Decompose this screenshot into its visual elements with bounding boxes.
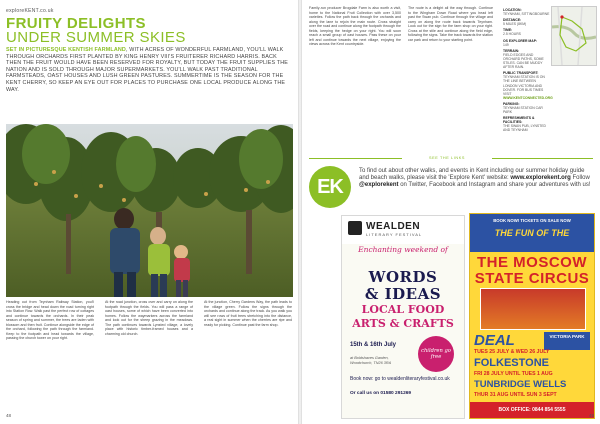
- page-number-right: 49: [588, 413, 594, 418]
- article-headline: [6, 17, 291, 45]
- wealden-festival-ad[interactable]: [341, 215, 465, 419]
- wealden-logo-subtitle: LITERARY FESTIVAL: [366, 232, 423, 237]
- terrain-value: FIELD EDGES AND ORCHARD PATHS, SOME STILES. CAN BE MUDDY AFTER RAIN.: [503, 52, 544, 70]
- headline-line-2: UNDER SUMMER SKIES: [6, 29, 186, 46]
- circus-date-1: TUES 25 JULY & WED 26 JULY: [474, 349, 550, 355]
- article-intro: [6, 47, 292, 93]
- page-number-left: 48: [6, 413, 12, 418]
- circus-date-3: THUR 31 AUG UNTIL SUN 3 SEPT: [474, 392, 557, 398]
- ek-text-2: Follow: [570, 175, 590, 182]
- left-page: [0, 0, 299, 424]
- circus-venue-victoria-park: VICTORIA PARK: [544, 332, 590, 350]
- circus-top-slogan: THE FUN OF THE: [494, 228, 570, 238]
- parking-label: PARKING:: [503, 101, 520, 106]
- wealden-tagline: Enchanting weekend of: [358, 245, 448, 254]
- circus-performers-image: [480, 288, 586, 330]
- circus-town-tunbridge-wells: TUNBRIDGE WELLS: [474, 379, 567, 390]
- ek-website-link[interactable]: www.explorekent.org: [510, 175, 571, 182]
- headline-line-1: FRUITY DELIGHTS: [6, 15, 146, 32]
- circus-title-line-2: STATE CIRCUS: [474, 270, 590, 287]
- circus-box-office: BOX OFFICE: 0844 854 5555: [498, 407, 566, 413]
- circus-town-folkestone: FOLKESTONE: [474, 357, 549, 369]
- right-body-column-1: Family-run producer Brogdale Farm is also worth a visit, home to the National Fruit Collection with over 3,500 varieties. Follow the path back through the orchards and along the lane to rejoin the main route. Cross straight over the road and continue along the footpath through the fields, keeping the hedge on your right. You will soon reach a small group of oast houses. Pass these on your left and continue towards the next village, enjoying the views across the Kent countryside.: [309, 6, 401, 46]
- transport-label: PUBLIC TRANSPORT:: [503, 71, 539, 76]
- location-label: LOCATION:: [503, 8, 522, 12]
- body-column-3: At the junction, Cherry Gardens Way, the path leads to the village green. Follow the signs through the orchards and continue along the track. As you walk you will see rows of fruit trees stretching into the distance, a real sight in summer when the cherries are ripe and ready for picking. Continue past the farm shop.: [204, 300, 292, 327]
- walk-info-box: [503, 6, 551, 133]
- wealden-local-food: LOCAL FOOD: [361, 303, 445, 316]
- refreshments-value: THE SWAN PUB, LYNSTED AND TEYNHAM: [503, 124, 546, 133]
- ad-section-label: SEE THE LINKS: [402, 156, 492, 160]
- distance-value: 5 MILES (8KM): [503, 22, 527, 27]
- wealden-phone: Or call us on 01580 291269: [350, 391, 412, 396]
- wealden-children-badge: children go free: [418, 336, 454, 372]
- os-map-label: OS EXPLORER MAP:: [503, 38, 538, 43]
- intro-lead: SET IN PICTURESQUE KENTISH FARMLAND: [6, 47, 126, 53]
- terrain-label: TERRAIN:: [503, 48, 520, 53]
- ek-twitter-handle[interactable]: @explorekent: [359, 182, 399, 189]
- wealden-arts-crafts: ARTS & CRAFTS: [352, 317, 454, 330]
- wealden-words: WORDS: [368, 268, 438, 286]
- body-column-1: Heading out from Teynham Railway Station, you'll cross the bridge and head down the road turning right into Station Row. Walk past the perfect row of cottages and continue towards the orchards. In their peak season of spring and summer, the trees are laden with blossom and then fruit. Continue alongside the edge of the orchard, following the path through the farmland. Keep to the footpath and head towards the village, passing the church tower on your right.: [6, 300, 94, 340]
- refreshments-label: REFRESHMENTS & FACILITIES:: [503, 116, 535, 125]
- right-page: [301, 0, 600, 424]
- time-label: TIME:: [503, 28, 513, 33]
- transport-value: TEYNHAM STATION IS ON THE LINE BETWEEN LONDON VICTORIA AND DOVER. FOR BUS TIMES VISIT: [503, 75, 545, 96]
- location-value: TEYNHAM, SITTINGBOURNE: [503, 12, 550, 17]
- route-map: [551, 6, 597, 66]
- body-column-2: At the road junction, cross over and carry on along the footpath through the fields. You will pass a range of oast houses, some of which have been converted into homes. Follow the waymarkers across the farmland and look out for the sheep grazing in the meadows. The path continues towards Lynsted village, a lovely place with historic timber-framed houses and a charming old church.: [105, 300, 193, 336]
- orchard-photo: [6, 124, 293, 297]
- magazine-tag: exploreKENT.co.uk: [6, 8, 54, 14]
- intro-body: , WITH ACRES OF WONDERFUL FARMLAND, YOU'LL WALK THROUGH ORCHARDS FIRST PLANTED BY KING HENRY VIII'S FRUITERER RICHARD HARRIS. BACK THEN THE FRUIT WOULD HAVE BEEN RESERVED FOR ROYALTY, BUT TODAY THE FRUIT SUPPLIES THE NATION AND IS SOLD THROUGH MAJOR SUPERMARKETS. YOU'LL WALK PAST TRADITIONAL FARMSTEADS, OAST HOUSES AND LUSH GREEN PASTURES. SUMMERTIME IS THE SEASON FOR THE KENT CHERRY, SO KEEP AN EYE OUT FOR PLACES TO PURCHASE ONE LOCAL PRODUCE ALONG THE WAY.: [6, 47, 289, 93]
- os-map-value: 149: [503, 42, 509, 47]
- circus-title-line-1: THE MOSCOW: [477, 254, 587, 271]
- transport-link[interactable]: WWW.KENTCONNECTED.ORG: [503, 95, 553, 100]
- explore-kent-promo: [359, 168, 595, 190]
- parking-value: TEYNHAM STATION CAR PARK: [503, 105, 543, 115]
- ek-text-3: on Twitter, Facebook and Instagram and share your adventures with us!: [398, 182, 591, 189]
- circus-top-line: BOOK NOW! TICKETS ON SALE NOW: [493, 218, 571, 223]
- wealden-booking[interactable]: Book now: go to wealdenliteraryfestival.co.uk: [350, 376, 450, 382]
- wealden-date: 15th & 16th July: [350, 342, 397, 348]
- wealden-ideas: & IDEAS: [364, 285, 442, 303]
- circus-town-deal: DEAL: [474, 332, 515, 349]
- wealden-logo-icon: [348, 221, 362, 235]
- right-body-column-2: The route is a delight all the way through. Continue to the Wingham Down Road where you head left past the Swan pub. Continue through the village and carry on along the route back towards Teynham. Look out for the sign for the farm shop on your right. Cross at the stile and continue along the field edge, following the signs. Take the track towards the station car park and return to your starting point.: [408, 6, 493, 42]
- wealden-logo-title: WEALDEN: [366, 221, 421, 232]
- circus-date-2: FRI 28 JULY UNTIL TUES 1 AUG: [474, 371, 553, 377]
- wealden-venue: at Boldshaves Garden, Woodchurch, TN26 3RA: [350, 356, 392, 365]
- distance-label: DISTANCE:: [503, 18, 522, 23]
- moscow-circus-ad[interactable]: [469, 213, 595, 419]
- time-value: 2.5 HOURS: [503, 32, 521, 37]
- explore-kent-badge: EK: [309, 166, 351, 208]
- ek-text-1: To find out about other walks, and events in Kent including our summer holiday guide and beach walks, please visit the 'Explore Kent' website:: [359, 168, 585, 182]
